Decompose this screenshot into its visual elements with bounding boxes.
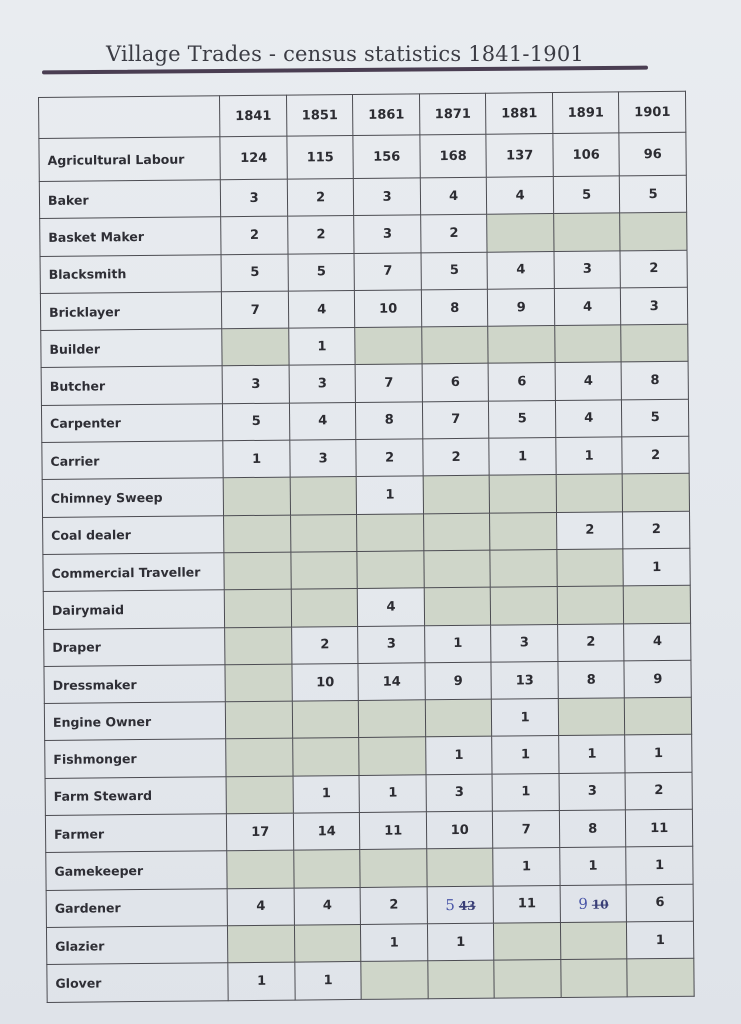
empty-cell <box>225 664 292 702</box>
struck-value: 43 <box>458 898 476 913</box>
empty-cell <box>292 701 359 739</box>
empty-cell <box>357 513 424 551</box>
empty-cell <box>228 925 295 963</box>
trade-label: Carrier <box>42 441 224 480</box>
empty-cell <box>557 586 624 624</box>
trade-label: Fishmonger <box>45 739 227 778</box>
empty-cell <box>224 552 291 590</box>
count-cell: 3 <box>222 366 289 404</box>
year-header: 1871 <box>419 93 486 135</box>
trade-label: Builder <box>41 329 223 368</box>
empty-cell <box>224 477 291 515</box>
empty-cell <box>427 849 494 887</box>
count-cell: 1 <box>559 735 626 773</box>
empty-cell <box>423 513 490 551</box>
table-row <box>45 735 692 779</box>
count-cell: 8 <box>558 661 625 699</box>
trade-label: Butcher <box>41 366 223 405</box>
empty-cell <box>291 551 358 589</box>
count-cell: 5 <box>620 175 687 213</box>
trade-label: Farmer <box>45 814 227 853</box>
table-row <box>42 436 689 480</box>
year-header: 1861 <box>353 94 420 136</box>
empty-cell <box>490 512 557 550</box>
table-row <box>45 772 692 816</box>
trade-label: Engine Owner <box>44 702 226 741</box>
count-cell: 7 <box>222 291 289 329</box>
empty-cell <box>225 589 292 627</box>
empty-cell <box>494 960 561 998</box>
count-cell: 8 <box>356 402 423 440</box>
count-cell: 106 <box>553 133 620 177</box>
count-cell: 1 <box>492 736 559 774</box>
trade-label: Draper <box>44 627 226 666</box>
empty-cell <box>560 922 627 960</box>
count-cell: 5 43 <box>427 886 494 924</box>
empty-cell <box>294 850 361 888</box>
count-cell: 5 <box>622 399 689 437</box>
count-cell: 96 <box>619 132 686 176</box>
table-row <box>40 287 687 331</box>
empty-cell <box>557 549 624 587</box>
count-cell: 11 <box>493 885 560 923</box>
empty-cell <box>624 586 691 624</box>
empty-cell <box>226 701 293 739</box>
count-cell: 2 <box>421 214 488 252</box>
count-cell: 14 <box>293 812 360 850</box>
empty-cell <box>554 213 621 251</box>
trade-label: Baker <box>39 180 221 219</box>
count-cell: 3 <box>289 365 356 403</box>
count-cell: 3 <box>491 624 558 662</box>
empty-cell <box>424 587 491 625</box>
trade-label: Dressmaker <box>44 665 226 704</box>
count-cell: 1 <box>489 438 556 476</box>
table-row <box>41 399 688 443</box>
count-cell: 2 <box>556 512 623 550</box>
header-row <box>39 91 686 138</box>
table-row <box>39 132 686 181</box>
empty-cell <box>359 737 426 775</box>
count-cell: 4 <box>624 623 691 661</box>
count-cell: 4 <box>289 402 356 440</box>
count-cell: 3 <box>221 179 288 217</box>
count-cell: 3 <box>354 178 421 216</box>
trade-label: Coal dealer <box>43 515 225 554</box>
empty-cell <box>422 326 489 364</box>
trade-label: Gardener <box>46 888 228 927</box>
empty-cell <box>561 959 628 997</box>
table-row <box>47 958 694 1002</box>
count-cell: 2 <box>356 439 423 477</box>
count-cell: 137 <box>486 134 553 178</box>
empty-cell <box>222 328 289 366</box>
trade-label: Carpenter <box>41 404 223 443</box>
count-cell: 7 <box>493 811 560 849</box>
count-cell: 1 <box>623 548 690 586</box>
count-cell: 4 <box>554 288 621 326</box>
count-cell: 11 <box>360 812 427 850</box>
table-row <box>44 660 691 704</box>
count-cell: 1 <box>357 476 424 514</box>
count-cell: 3 <box>290 440 357 478</box>
count-cell: 168 <box>420 134 487 178</box>
count-cell: 3 <box>426 774 493 812</box>
count-cell: 9 <box>624 660 691 698</box>
table-row <box>40 250 687 294</box>
struck-value: 10 <box>591 897 609 912</box>
empty-cell <box>627 958 694 996</box>
table-row <box>43 511 690 555</box>
count-cell: 5 <box>489 400 556 438</box>
count-cell: 1 <box>295 962 362 1000</box>
count-cell: 1 <box>492 699 559 737</box>
count-cell: 2 <box>221 216 288 254</box>
year-header: 1891 <box>552 92 619 134</box>
empty-cell <box>359 700 426 738</box>
empty-cell <box>290 514 357 552</box>
count-cell: 2 <box>625 772 692 810</box>
empty-cell <box>357 551 424 589</box>
table-row <box>39 175 686 219</box>
count-cell: 1 <box>560 847 627 885</box>
count-cell: 8 <box>421 289 488 327</box>
empty-cell <box>625 697 692 735</box>
count-cell: 1 <box>625 735 692 773</box>
empty-cell <box>361 961 428 999</box>
count-cell: 124 <box>220 136 287 180</box>
trade-label: Basket Maker <box>40 217 222 256</box>
table-row <box>44 623 691 667</box>
table-row <box>41 324 688 368</box>
count-cell: 1 <box>492 773 559 811</box>
table-row <box>46 921 693 965</box>
empty-cell <box>620 213 687 251</box>
count-cell: 9 10 <box>560 885 627 923</box>
empty-cell <box>490 475 557 513</box>
count-cell: 7 <box>355 364 422 402</box>
empty-cell <box>290 477 357 515</box>
count-cell: 4 <box>555 362 622 400</box>
trade-label: Gamekeeper <box>46 851 228 890</box>
empty-cell <box>556 474 623 512</box>
empty-cell <box>621 324 688 362</box>
count-cell: 115 <box>287 135 354 179</box>
empty-cell <box>491 587 558 625</box>
empty-cell <box>291 589 358 627</box>
count-cell: 1 <box>427 923 494 961</box>
count-cell: 9 <box>425 662 492 700</box>
trade-label: Commercial Traveller <box>43 553 225 592</box>
count-cell: 3 <box>559 773 626 811</box>
empty-cell <box>488 326 555 364</box>
table-row <box>43 548 690 592</box>
empty-cell <box>424 550 491 588</box>
empty-cell <box>293 738 360 776</box>
count-cell: 10 <box>426 811 493 849</box>
count-cell: 10 <box>292 663 359 701</box>
year-header: 1901 <box>619 91 686 133</box>
count-cell: 1 <box>424 625 491 663</box>
count-cell: 4 <box>358 588 425 626</box>
count-cell: 4 <box>227 888 294 926</box>
count-cell: 6 <box>488 363 555 401</box>
empty-cell <box>490 550 557 588</box>
empty-cell <box>355 327 422 365</box>
count-cell: 2 <box>620 250 687 288</box>
count-cell: 3 <box>354 215 421 253</box>
count-cell: 1 <box>627 921 694 959</box>
empty-cell <box>423 476 490 514</box>
table-row <box>45 809 692 853</box>
title-underline <box>42 66 648 75</box>
year-header: 1851 <box>286 94 353 136</box>
trade-label: Glazier <box>46 926 228 965</box>
count-cell: 2 <box>291 626 358 664</box>
count-cell: 5 <box>288 253 355 291</box>
count-cell: 11 <box>626 809 693 847</box>
header-corner <box>39 96 221 139</box>
count-cell: 14 <box>358 663 425 701</box>
empty-cell <box>428 960 495 998</box>
empty-cell <box>227 850 294 888</box>
table-row <box>42 474 689 518</box>
count-cell: 4 <box>487 251 554 289</box>
count-cell: 1 <box>228 962 295 1000</box>
trade-label: Blacksmith <box>40 254 222 293</box>
count-cell: 8 <box>621 362 688 400</box>
table-row <box>41 362 688 406</box>
count-cell: 2 <box>287 178 354 216</box>
empty-cell <box>494 922 561 960</box>
count-cell: 2 <box>360 886 427 924</box>
table-row <box>46 847 693 891</box>
count-cell: 4 <box>294 887 361 925</box>
count-cell: 1 <box>426 737 493 775</box>
empty-cell <box>487 214 554 252</box>
trade-label: Glover <box>47 963 229 1002</box>
empty-cell <box>225 627 292 665</box>
table-row <box>43 586 690 630</box>
table-row <box>40 213 687 257</box>
table-row <box>44 697 691 741</box>
count-cell: 6 <box>422 364 489 402</box>
trade-label: Agricultural Labour <box>39 137 221 182</box>
count-cell: 3 <box>621 287 688 325</box>
count-cell: 1 <box>359 775 426 813</box>
year-header: 1881 <box>486 93 553 135</box>
count-cell: 1 <box>626 847 693 885</box>
count-cell: 3 <box>358 625 425 663</box>
trade-label: Chimney Sweep <box>42 478 224 517</box>
count-cell: 2 <box>623 511 690 549</box>
empty-cell <box>226 739 293 777</box>
trades-table <box>38 91 695 1003</box>
trade-label: Farm Steward <box>45 776 227 815</box>
empty-cell <box>224 515 291 553</box>
count-cell: 5 <box>421 252 488 290</box>
trades-table-container <box>38 91 695 1003</box>
empty-cell <box>623 474 690 512</box>
count-cell: 156 <box>353 135 420 179</box>
count-cell: 2 <box>557 623 624 661</box>
count-cell: 5 <box>553 176 620 214</box>
empty-cell <box>555 325 622 363</box>
count-cell: 2 <box>288 216 355 254</box>
table-body <box>39 132 694 1002</box>
trade-label: Dairymaid <box>43 590 225 629</box>
empty-cell <box>360 849 427 887</box>
empty-cell <box>226 776 293 814</box>
count-cell: 1 <box>289 328 356 366</box>
count-cell: 10 <box>355 290 422 328</box>
count-cell: 13 <box>491 661 558 699</box>
empty-cell <box>425 699 492 737</box>
count-cell: 6 <box>626 884 693 922</box>
count-cell: 1 <box>361 924 428 962</box>
count-cell: 1 <box>493 848 560 886</box>
count-cell: 8 <box>559 810 626 848</box>
count-cell: 2 <box>622 436 689 474</box>
count-cell: 4 <box>420 177 487 215</box>
count-cell: 1 <box>223 440 290 478</box>
empty-cell <box>558 698 625 736</box>
count-cell: 3 <box>554 251 621 289</box>
count-cell: 5 <box>223 403 290 441</box>
count-cell: 4 <box>487 177 554 215</box>
count-cell: 1 <box>293 775 360 813</box>
count-cell: 7 <box>354 252 421 290</box>
count-cell: 4 <box>288 290 355 328</box>
page-title: Village Trades - census statistics 1841-1901 <box>106 42 584 66</box>
year-header: 1841 <box>220 95 287 137</box>
empty-cell <box>294 924 361 962</box>
count-cell: 7 <box>422 401 489 439</box>
table-row <box>46 884 693 928</box>
count-cell: 4 <box>555 400 622 438</box>
count-cell: 1 <box>556 437 623 475</box>
count-cell: 5 <box>221 254 288 292</box>
count-cell: 17 <box>227 813 294 851</box>
trade-label: Bricklayer <box>40 292 222 331</box>
count-cell: 9 <box>488 288 555 326</box>
count-cell: 2 <box>423 438 490 476</box>
